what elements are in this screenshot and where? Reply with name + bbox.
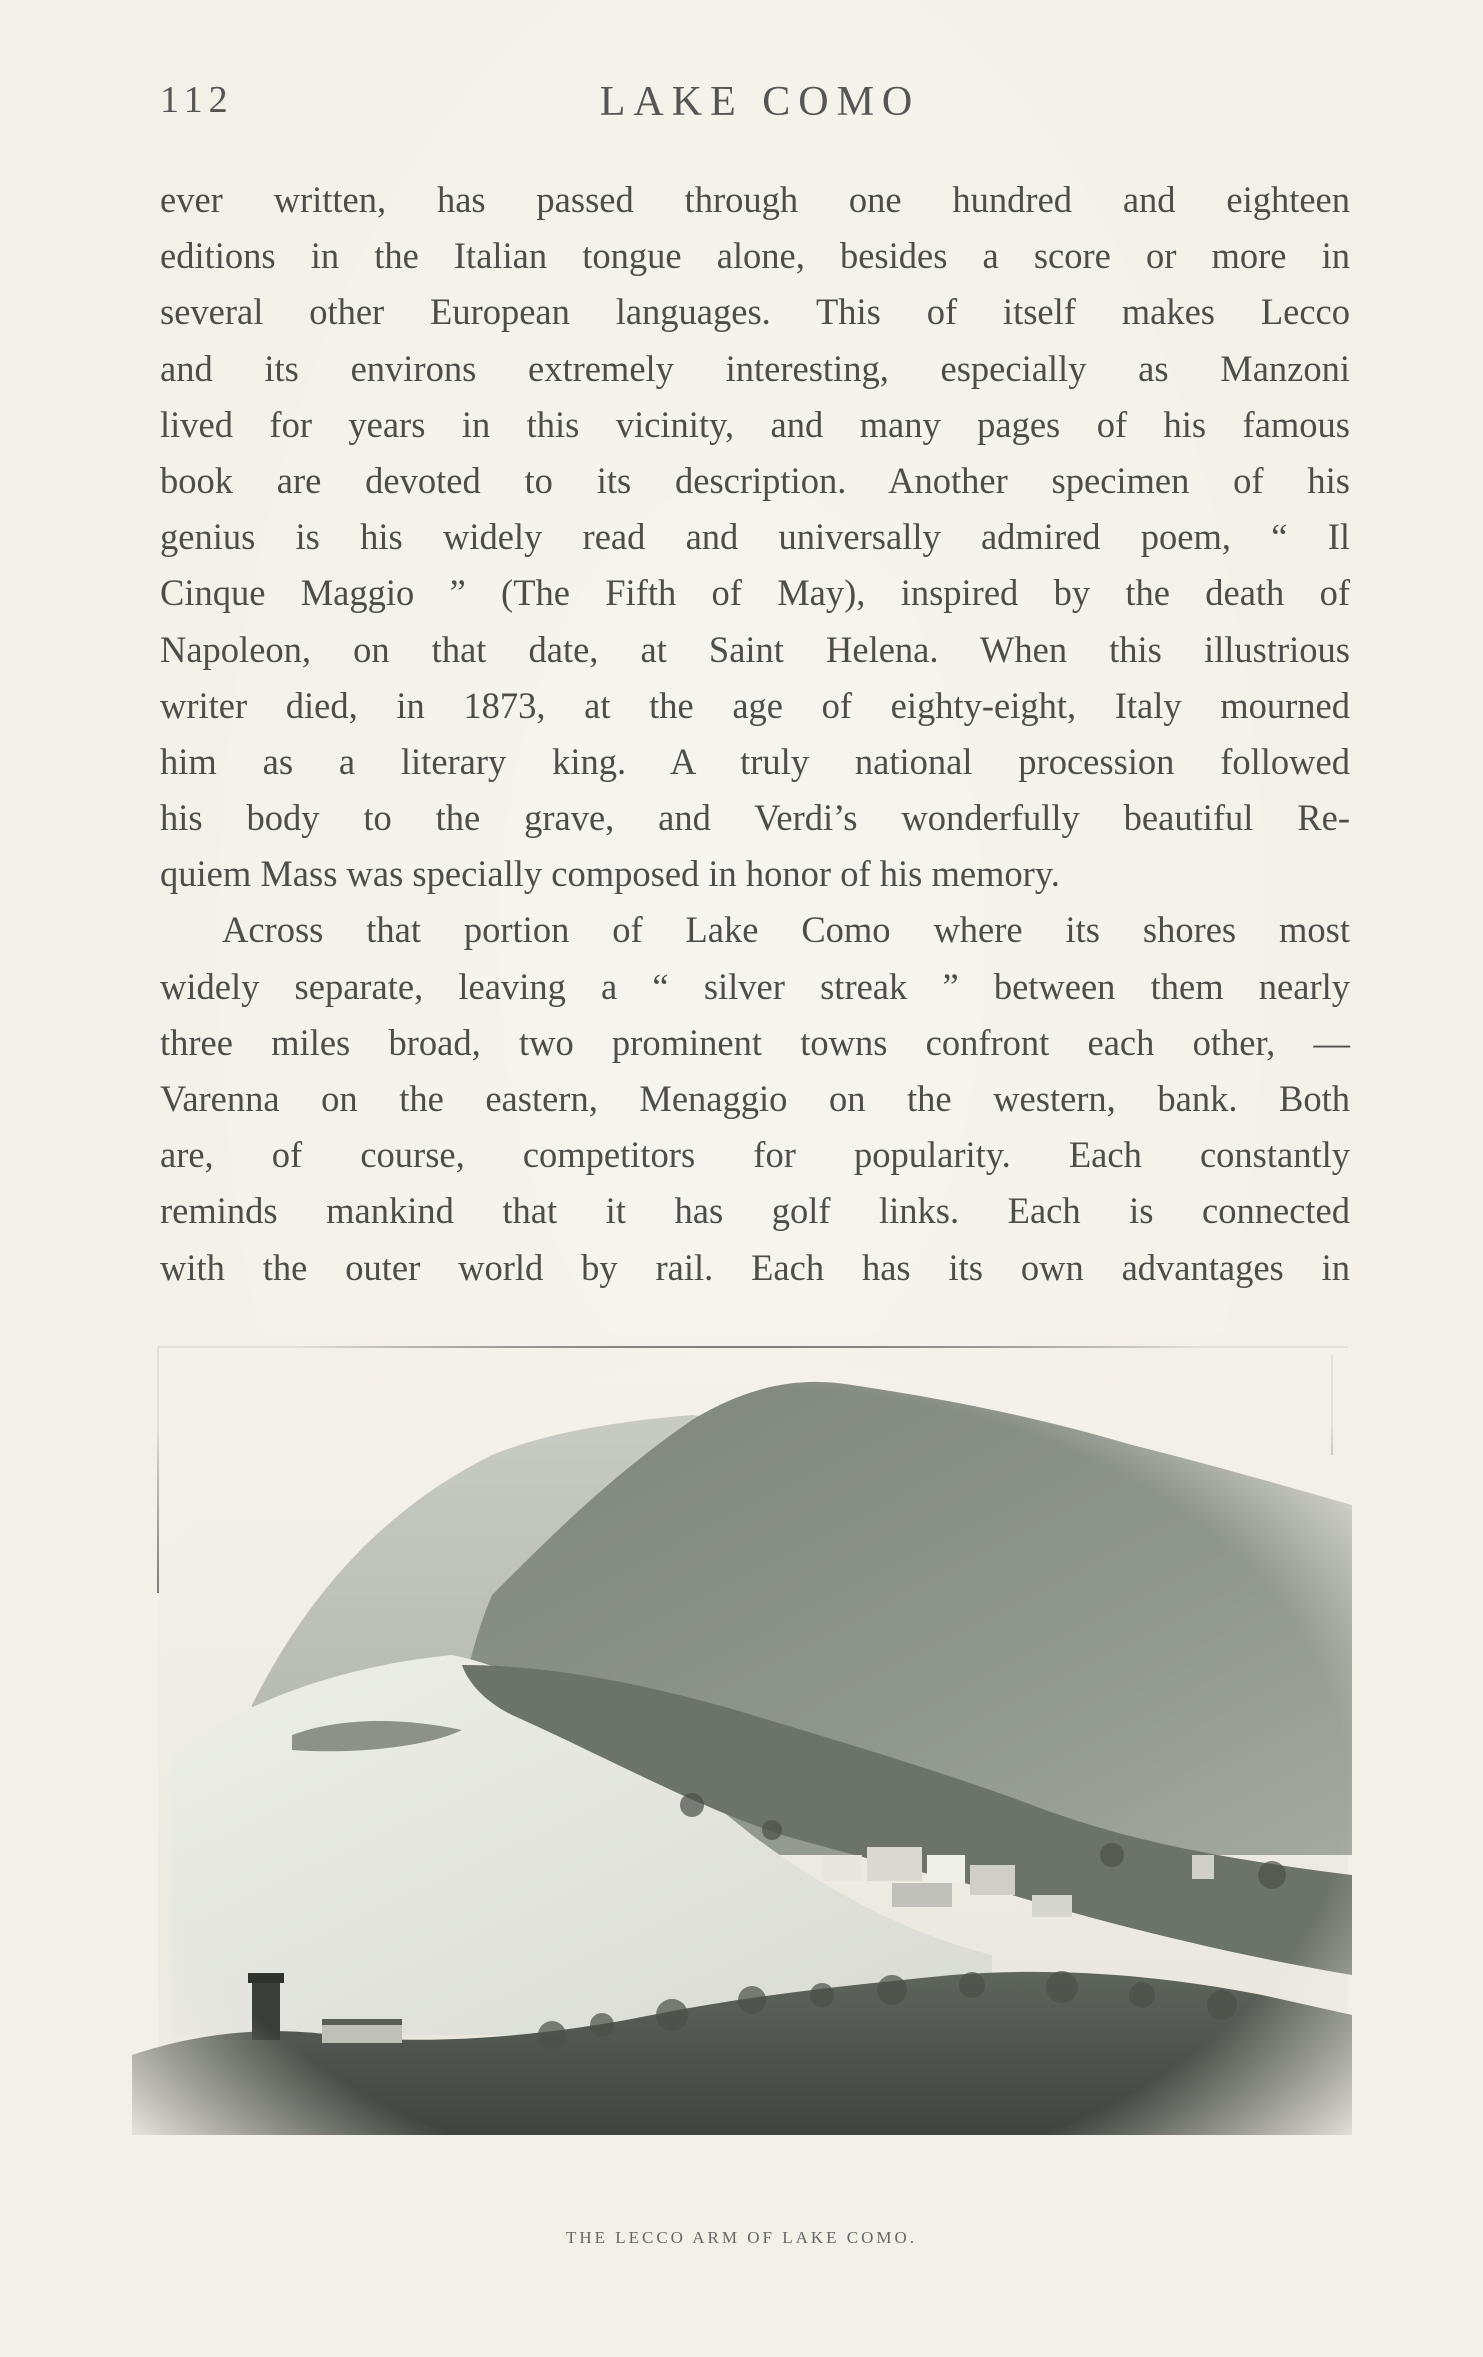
page-header: [160, 78, 1360, 138]
page-number: 112: [160, 79, 234, 121]
text-line: three miles broad, two prominent towns confront each other, —: [160, 1021, 1350, 1063]
text-line: quiem Mass was specially composed in honor of his memory.: [160, 853, 1060, 895]
text-line: Cinque Maggio ” (The Fifth of May), inspired by the death of: [160, 572, 1350, 614]
text-line: ever written, has passed through one hundred and eighteen: [160, 179, 1350, 220]
text-line: writer died, in 1873, at the age of eighty-eight, Italy mourned: [160, 684, 1350, 726]
text-line: lived for years in this vicinity, and many pages of his famous: [160, 403, 1350, 445]
text-line: are, of course, competitors for popularity. Each constantly: [160, 1134, 1350, 1176]
text-line: widely separate, leaving a “ silver streak ” between them nearly: [160, 965, 1350, 1007]
text-line: with the outer world by rail. Each has its own advantages in: [160, 1246, 1350, 1288]
text-line: him as a literary king. A truly national procession followed: [160, 740, 1350, 782]
text-line: book are devoted to its description. Another specimen of his: [160, 459, 1350, 501]
lake-photograph: [132, 1335, 1362, 2155]
text-line: Napoleon, on that date, at Saint Helena. When this illustrious: [160, 628, 1350, 670]
running-head: LAKE COMO: [599, 79, 921, 125]
figure-caption: THE LECCO ARM OF LAKE COMO.: [565, 2228, 918, 2247]
text-line: genius is his widely read and universally admired poem, “ Il: [160, 516, 1350, 558]
text-line: several other European languages. This of itself makes Lecco: [160, 291, 1350, 333]
text-line: Varenna on the eastern, Menaggio on the western, bank. Both: [160, 1078, 1350, 1119]
text-line: editions in the Italian tongue alone, besides a score or more in: [160, 235, 1350, 277]
paragraph-first-line: Across that portion of Lake Como where its shores most: [222, 909, 1350, 951]
body-text: [160, 172, 1350, 1296]
text-line: and its environs extremely interesting, especially as Manzoni: [160, 347, 1350, 389]
text-line: reminds mankind that it has golf links. Each is connected: [160, 1190, 1350, 1232]
text-line: his body to the grave, and Verdi’s wonderfully beautiful Re-: [160, 797, 1350, 839]
